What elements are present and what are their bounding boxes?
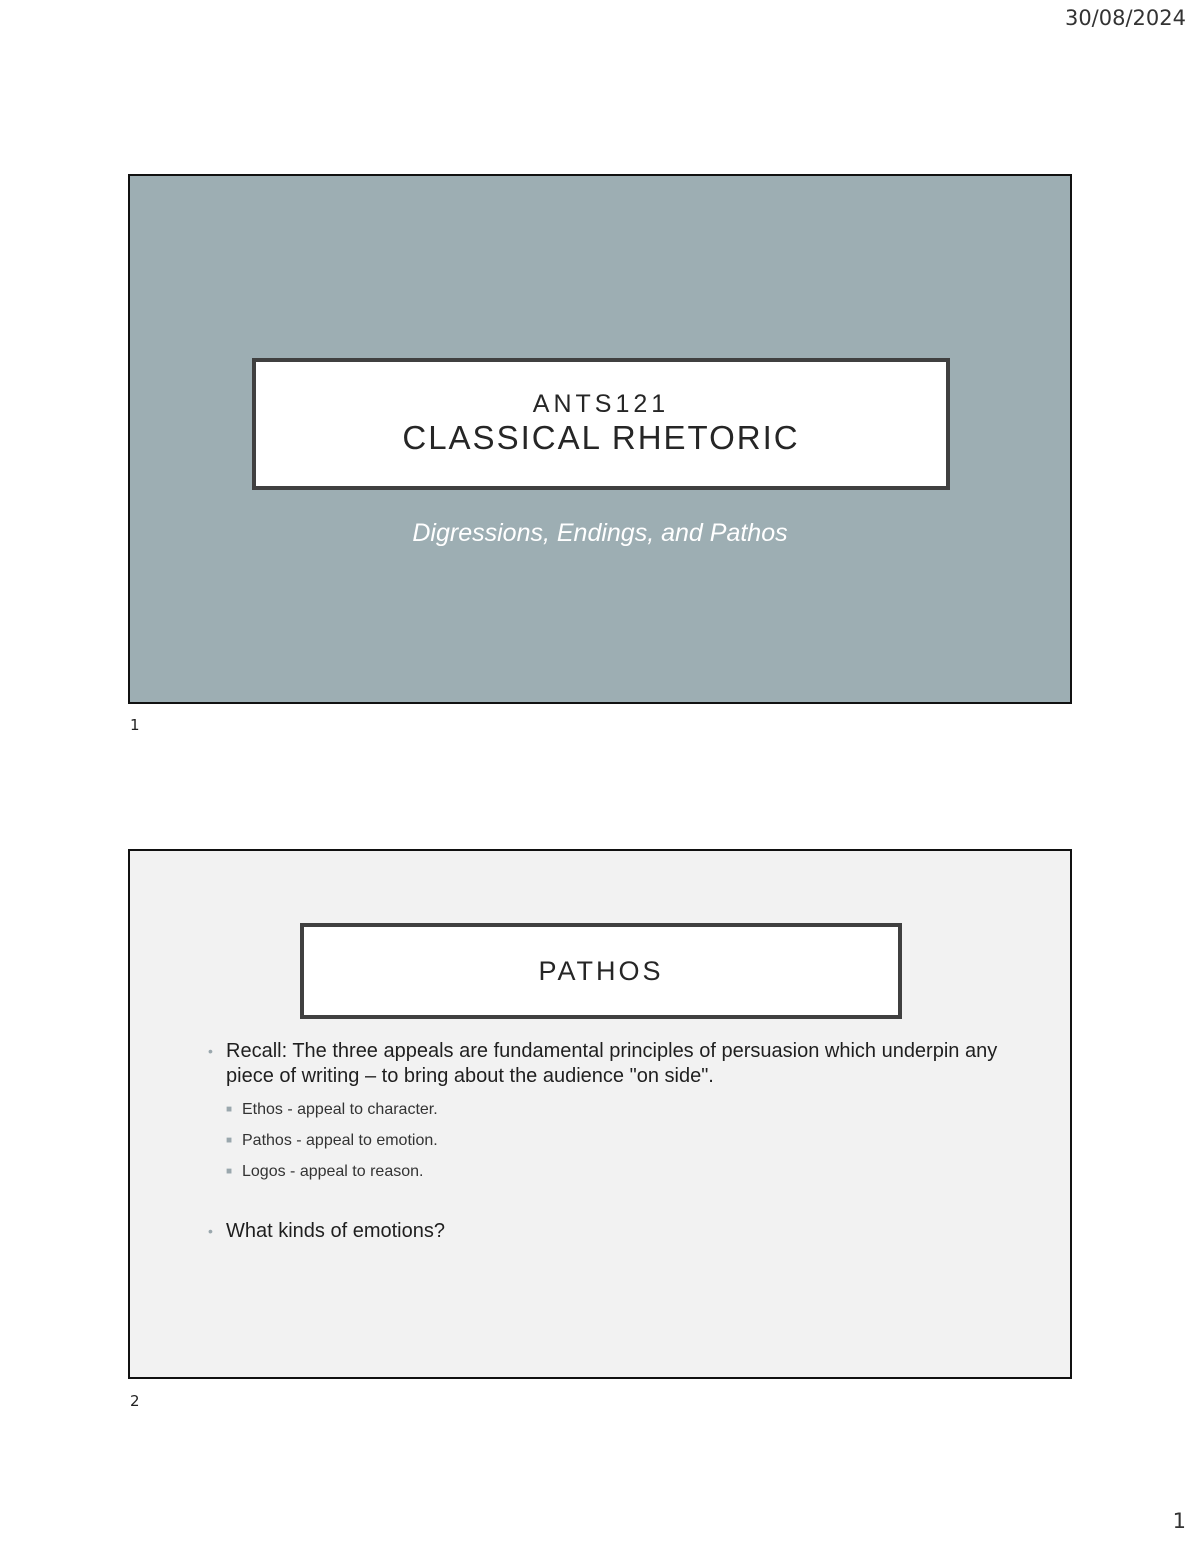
bullet-icon: • — [208, 1043, 213, 1059]
bullet-list — [208, 1039, 1008, 1244]
course-title: CLASSICAL RHETORIC — [402, 419, 800, 456]
slide-subtitle: Digressions, Endings, and Pathos — [412, 519, 788, 547]
bullet-text: What kinds of emotions? — [226, 1220, 445, 1242]
sheet-page-number: 1 — [1172, 1509, 1186, 1533]
sub-bullet-item — [226, 1094, 1008, 1125]
title-box — [300, 923, 902, 1019]
course-code: ANTS121 — [532, 390, 670, 418]
square-bullet-icon: ■ — [226, 1166, 233, 1177]
bullet-item — [208, 1039, 1008, 1089]
sub-bullet-text: Pathos - appeal to emotion. — [242, 1132, 438, 1149]
slide-1 — [128, 174, 1072, 704]
slide-title: PATHOS — [538, 956, 664, 986]
square-bullet-icon: ■ — [226, 1135, 233, 1146]
slide-number-1: 1 — [130, 716, 140, 734]
title-box — [252, 358, 950, 490]
sub-bullet-list — [208, 1094, 1008, 1187]
slide-number-2: 2 — [130, 1392, 140, 1410]
slide-2 — [128, 849, 1072, 1379]
square-bullet-icon: ■ — [226, 1104, 233, 1115]
bullet-icon: • — [208, 1223, 213, 1239]
print-date: 30/08/2024 — [1064, 6, 1186, 30]
bullet-item — [208, 1219, 1008, 1244]
sub-bullet-text: Logos - appeal to reason. — [242, 1163, 424, 1180]
sub-bullet-item — [226, 1125, 1008, 1156]
sub-bullet-text: Ethos - appeal to character. — [242, 1101, 438, 1118]
bullet-text: Recall: The three appeals are fundamental principles of persuasion which underpin any piece of writing – to bring about the audience "on side". — [226, 1040, 998, 1087]
sub-bullet-item — [226, 1156, 1008, 1187]
